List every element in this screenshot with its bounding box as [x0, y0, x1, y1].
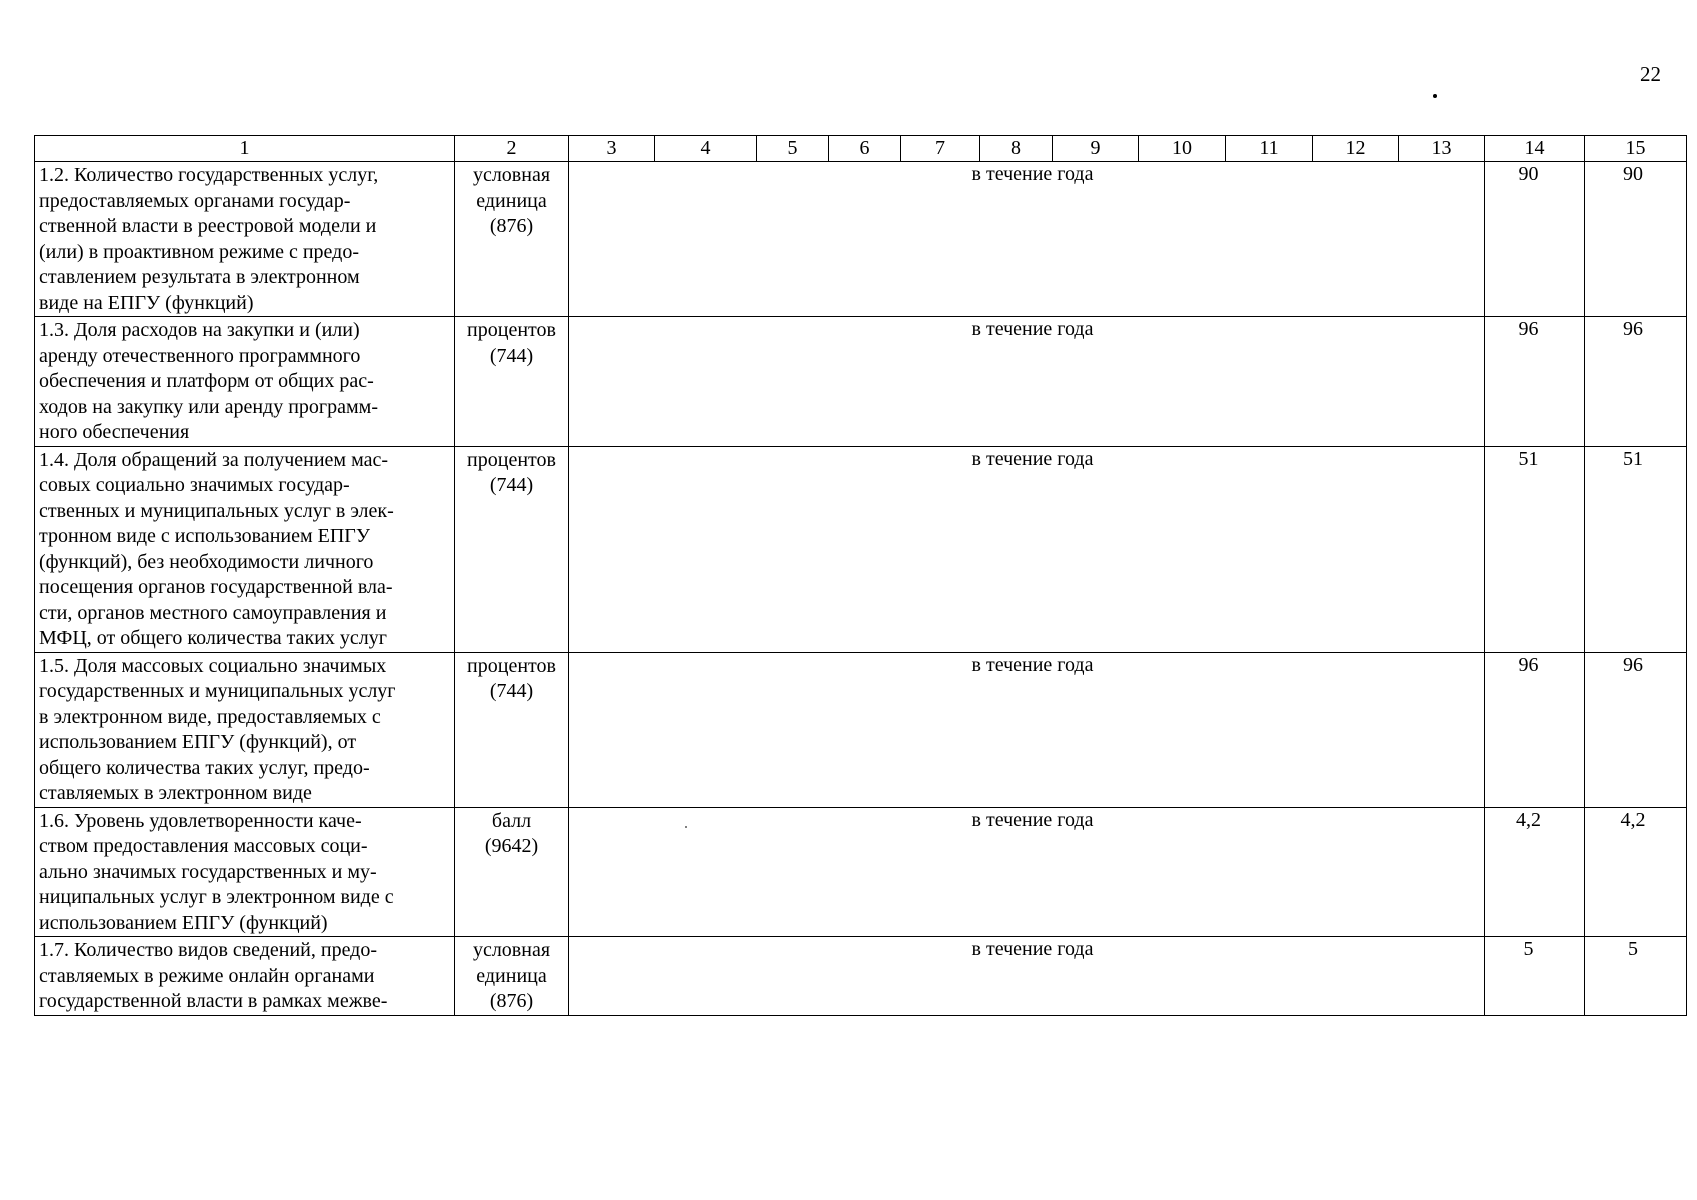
unit-of-measure: [455, 937, 569, 1016]
period-text: в течение года: [971, 653, 1094, 676]
unit-of-measure: [455, 652, 569, 807]
table-row: [35, 937, 1687, 1016]
unit-line: единица: [476, 189, 547, 212]
header-col-11: 11: [1226, 136, 1313, 162]
indicator-description: [35, 807, 455, 937]
table-row: [35, 446, 1687, 652]
value-text: 96: [1623, 318, 1643, 340]
description-line: ного обеспечения: [39, 421, 190, 443]
period-cell: [569, 652, 1485, 807]
description-line: ставляемых в режиме онлайн органами: [39, 964, 375, 987]
description-line: предоставляемых органами государ-: [39, 189, 351, 212]
value-col14: [1485, 652, 1585, 807]
period-text: в течение года: [971, 163, 1094, 185]
description-line: 1.7. Количество видов сведений, предо-: [39, 939, 378, 961]
header-col-15: 15: [1585, 136, 1687, 162]
description-line: аренду отечественного программного: [39, 344, 361, 367]
scan-speck: [1433, 94, 1437, 98]
description-line: ниципальных услуг в электронном виде с: [39, 886, 394, 908]
value-col14: [1485, 162, 1585, 317]
description-line: использованием ЕПГУ (функций): [39, 911, 328, 934]
description-line: обеспечения и платформ от общих рас-: [39, 370, 374, 392]
description-line: использованием ЕПГУ (функций), от: [39, 731, 357, 753]
description-line: 1.4. Доля обращений за получением мас-: [39, 448, 389, 471]
period-cell: [569, 162, 1485, 317]
period-text: в течение года: [971, 808, 1094, 831]
period-cell: [569, 807, 1485, 937]
description-line: сти, органов местного самоуправления и: [39, 601, 387, 624]
unit-line: балл: [491, 809, 532, 832]
description-line: 1.3. Доля расходов на закупки и (или): [39, 319, 360, 341]
header-col-14: 14: [1485, 136, 1585, 162]
value-text: 90: [1518, 163, 1539, 185]
description-line: ственной власти в реестровой модели и: [39, 215, 377, 237]
value-col15: [1585, 162, 1687, 317]
unit-line: (744): [489, 474, 534, 496]
value-col15: [1585, 652, 1687, 807]
unit-line: (744): [489, 680, 534, 702]
header-col-3: 3: [569, 136, 655, 162]
unit-line: (744): [489, 344, 534, 367]
period-text: в течение года: [971, 318, 1094, 340]
unit-of-measure: [455, 807, 569, 937]
indicators-table: [34, 135, 1687, 1016]
value-text: 51: [1623, 447, 1643, 470]
description-line: ходов на закупку или аренду программ-: [39, 395, 378, 418]
value-col15: [1585, 937, 1687, 1016]
value-text: 5: [1523, 938, 1534, 960]
value-text: 5: [1628, 938, 1638, 960]
unit-line: (9642): [484, 835, 539, 857]
description-line: (функций), без необходимости личного: [39, 550, 374, 573]
description-line: МФЦ, от общего количества таких услуг: [39, 627, 387, 649]
unit-line: процентов: [467, 319, 556, 341]
period-text: в течение года: [971, 938, 1094, 960]
header-col-13: 13: [1399, 136, 1485, 162]
period-cell: [569, 317, 1485, 447]
description-line: общего количества таких услуг, предо-: [39, 756, 370, 779]
period-cell: [569, 937, 1485, 1016]
table-row: [35, 317, 1687, 447]
header-col-8: 8: [980, 136, 1053, 162]
header-col-12: 12: [1313, 136, 1399, 162]
description-line: (или) в проактивном режиме с предо-: [39, 240, 360, 263]
period-cell: [569, 446, 1485, 652]
value-col15: [1585, 446, 1687, 652]
header-col-10: 10: [1139, 136, 1226, 162]
description-line: государственных и муниципальных услуг: [39, 680, 396, 702]
description-line: в электронном виде, предоставляемых с: [39, 705, 381, 728]
header-col-6: 6: [829, 136, 901, 162]
unit-line: (876): [489, 990, 534, 1012]
indicator-description: [35, 937, 455, 1016]
indicator-description: [35, 446, 455, 652]
value-col14: [1485, 317, 1585, 447]
header-col-5: 5: [757, 136, 829, 162]
table-body: [35, 136, 1687, 1016]
value-text: 90: [1623, 163, 1643, 185]
description-line: государственной власти в рамках межве-: [39, 990, 388, 1012]
value-col14: [1485, 937, 1585, 1016]
table-header-row: [35, 136, 1687, 162]
description-line: тронном виде с использованием ЕПГУ: [39, 525, 371, 547]
unit-line: (876): [489, 215, 534, 237]
indicator-description: [35, 162, 455, 317]
unit-line: единица: [476, 964, 547, 987]
unit-line: условная: [472, 164, 551, 186]
value-col14: [1485, 446, 1585, 652]
value-text: 96: [1623, 653, 1643, 676]
description-line: виде на ЕПГУ (функций): [39, 291, 254, 314]
period-text: в течение года: [971, 447, 1094, 470]
description-line: ально значимых государственных и му-: [39, 860, 377, 883]
description-line: посещения органов государственной вла-: [39, 576, 393, 598]
value-col15: [1585, 807, 1687, 937]
header-col-1: 1: [35, 136, 455, 162]
header-col-2: 2: [455, 136, 569, 162]
page-number: 22: [1640, 62, 1661, 86]
value-text: 96: [1518, 653, 1539, 676]
indicator-description: [35, 652, 455, 807]
description-line: 1.2. Количество государственных услуг,: [39, 164, 379, 186]
table-row: [35, 807, 1687, 937]
description-line: 1.6. Уровень удовлетворенности каче-: [39, 809, 362, 832]
description-line: 1.5. Доля массовых социально значимых: [39, 654, 387, 677]
table-row: [35, 162, 1687, 317]
unit-of-measure: [455, 446, 569, 652]
header-col-7: 7: [901, 136, 980, 162]
unit-line: процентов: [467, 654, 556, 677]
unit-of-measure: [455, 317, 569, 447]
description-line: ством предоставления массовых соци-: [39, 835, 368, 857]
value-col14: [1485, 807, 1585, 937]
unit-line: процентов: [467, 448, 556, 471]
table-row: [35, 652, 1687, 807]
value-text: 4,2: [1516, 808, 1541, 831]
header-col-4: 4: [655, 136, 757, 162]
value-text: 51: [1518, 447, 1539, 470]
description-line: ставляемых в электронном виде: [39, 782, 312, 804]
description-line: ственных и муниципальных услуг в элек-: [39, 499, 394, 522]
unit-of-measure: [455, 162, 569, 317]
value-text: 96: [1518, 318, 1539, 340]
unit-line: условная: [472, 939, 551, 961]
value-text: 4,2: [1620, 808, 1646, 831]
description-line: совых социально значимых государ-: [39, 474, 350, 496]
description-line: ставлением результата в электронном: [39, 266, 360, 288]
indicator-description: [35, 317, 455, 447]
value-col15: [1585, 317, 1687, 447]
header-col-9: 9: [1053, 136, 1139, 162]
